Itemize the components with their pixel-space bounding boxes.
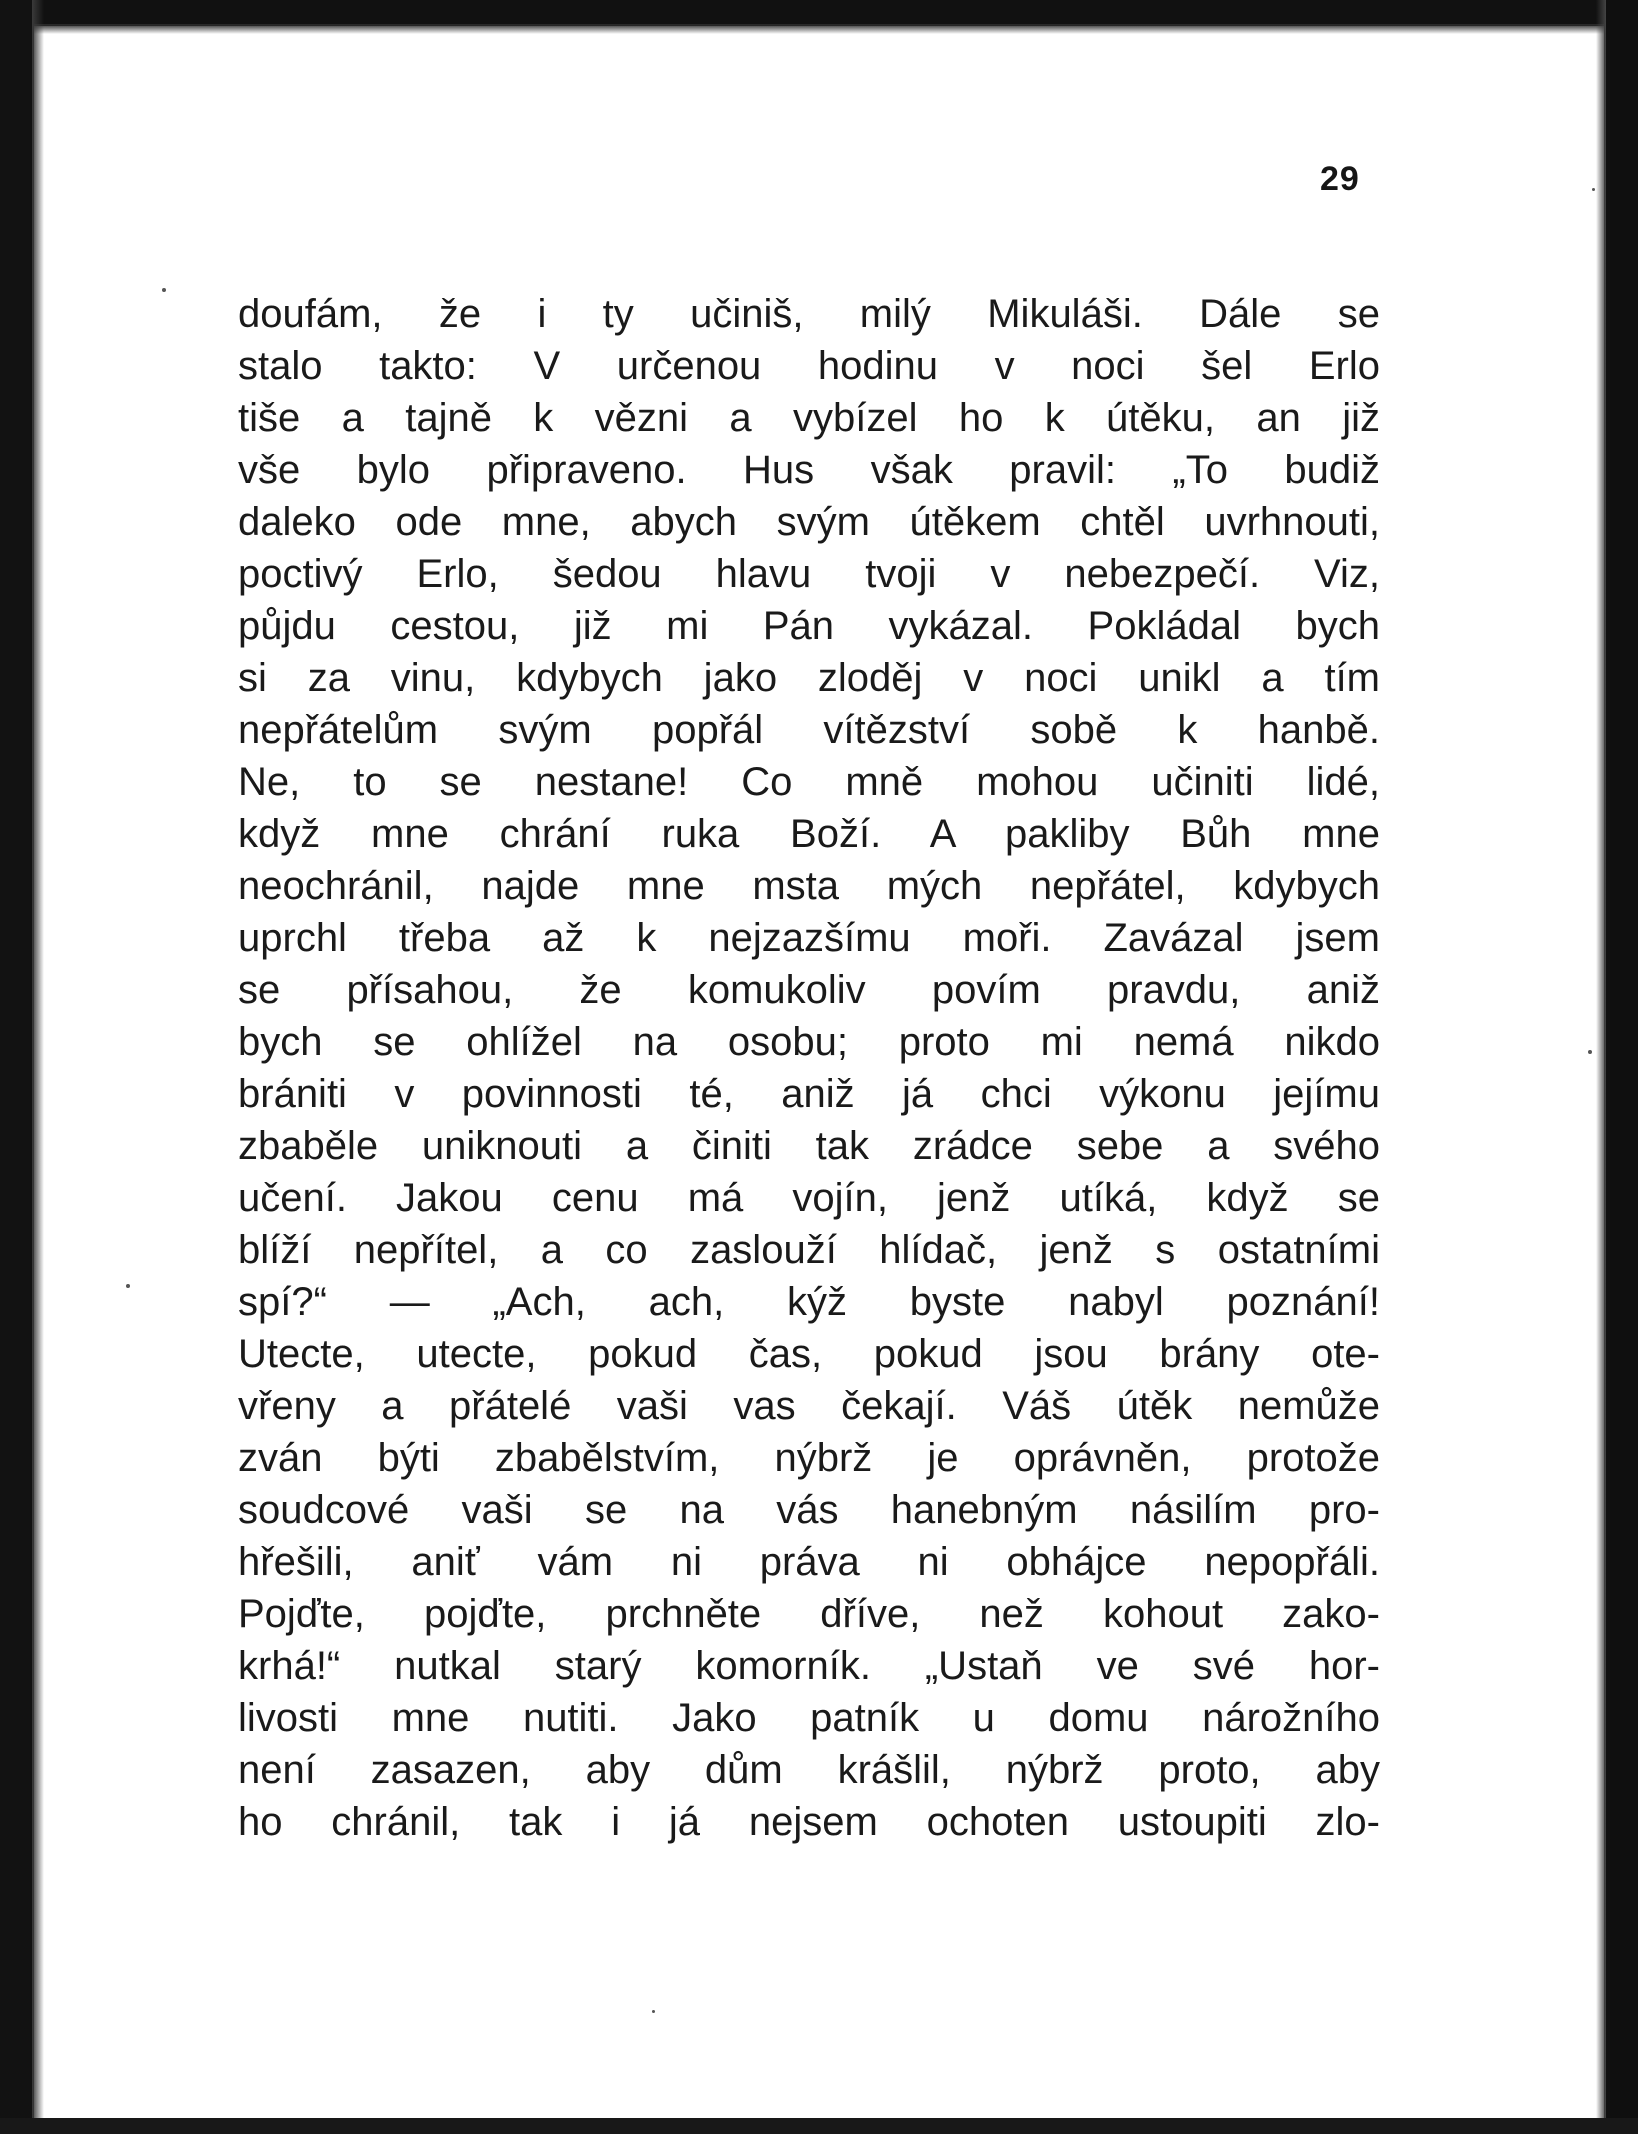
text-line: bych se ohlížel na osobu; proto mi nemá nikdo <box>238 1020 1380 1064</box>
dust-speck <box>1588 1050 1592 1054</box>
dust-speck <box>162 288 166 292</box>
text-line: vše bylo připraveno. Hus však pravil: „To budiž <box>238 448 1380 492</box>
text-line: stalo takto: V určenou hodinu v noci šel Erlo <box>238 344 1380 388</box>
text-line: brániti v povinnosti té, aniž já chci výkonu jejímu <box>238 1072 1380 1116</box>
text-line: spí?“ — „Ach, ach, kýž byste nabyl poznání! <box>238 1280 1380 1324</box>
dust-speck <box>126 1284 130 1288</box>
text-line: doufám, že i ty učiniš, milý Mikuláši. Dále se <box>238 292 1380 336</box>
page-number: 29 <box>1320 160 1360 198</box>
scan-border-top <box>0 0 1638 26</box>
text-line: livosti mne nutiti. Jako patník u domu nárožního <box>238 1696 1380 1740</box>
text-line: daleko ode mne, abych svým útěkem chtěl uvrhnouti, <box>238 500 1380 544</box>
text-line: zbaběle uniknouti a činiti tak zrádce sebe a svého <box>238 1124 1380 1168</box>
text-line: Ne, to se nestane! Co mně mohou učiniti lidé, <box>238 760 1380 804</box>
text-line: učení. Jakou cenu má vojín, jenž utíká, když se <box>238 1176 1380 1220</box>
text-line: hřešili, aniť vám ni práva ni obhájce nepopřáli. <box>238 1540 1380 1584</box>
scan-border-bottom <box>0 2118 1638 2134</box>
text-line: půjdu cestou, již mi Pán vykázal. Pokládal bych <box>238 604 1380 648</box>
text-line: nepřátelům svým popřál vítězství sobě k hanbě. <box>238 708 1380 752</box>
text-line: blíží nepřítel, a co zaslouží hlídač, jenž s ostatními <box>238 1228 1380 1272</box>
text-line: se přísahou, že komukoliv povím pravdu, aniž <box>238 968 1380 1012</box>
text-line: si za vinu, kdybych jako zloděj v noci unikl a tím <box>238 656 1380 700</box>
text-line: vřeny a přátelé vaši vas čekají. Váš útěk nemůže <box>238 1384 1380 1428</box>
scan-border-left <box>0 0 34 2134</box>
text-line: zván býti zbabělstvím, nýbrž je oprávněn, protože <box>238 1436 1380 1480</box>
text-line: krhá!“ nutkal starý komorník. „Ustaň ve své hor- <box>238 1644 1380 1688</box>
text-line: ho chránil, tak i já nejsem ochoten ustoupiti zlo- <box>238 1800 1380 1844</box>
text-line: Utecte, utecte, pokud čas, pokud jsou brány ote- <box>238 1332 1380 1376</box>
scan-border-right <box>1604 0 1638 2134</box>
dust-speck <box>1592 188 1595 191</box>
text-line: poctivý Erlo, šedou hlavu tvoji v nebezpečí. Viz, <box>238 552 1380 596</box>
text-line: když mne chrání ruka Boží. A pakliby Bůh mne <box>238 812 1380 856</box>
dust-speck <box>652 2010 655 2013</box>
text-line: soudcové vaši se na vás hanebným násilím pro- <box>238 1488 1380 1532</box>
text-line: neochránil, najde mne msta mých nepřátel, kdybych <box>238 864 1380 908</box>
text-line: Pojďte, pojďte, prchněte dříve, než kohout zako- <box>238 1592 1380 1636</box>
text-line: uprchl třeba až k nejzazšímu moři. Zavázal jsem <box>238 916 1380 960</box>
text-line: není zasazen, aby dům krášlil, nýbrž proto, aby <box>238 1748 1380 1792</box>
text-line: tiše a tajně k vězni a vybízel ho k útěku, an již <box>238 396 1380 440</box>
body-text <box>238 288 1380 1848</box>
